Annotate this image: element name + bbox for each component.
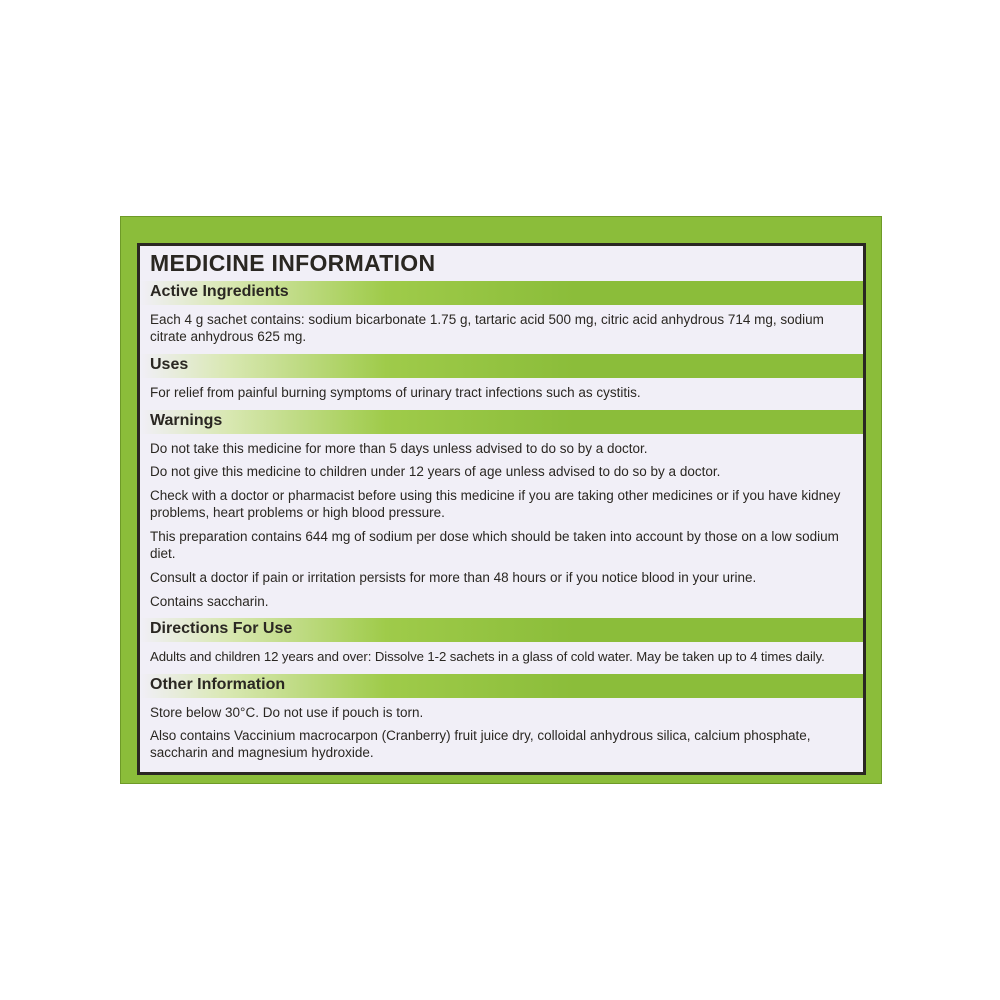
section-heading-directions [140, 618, 863, 642]
active-ingredients-text: Each 4 g sachet contains: sodium bicarbonate 1.75 g, tartaric acid 500 mg, citric acid anhydrous 714 mg, sodium citrate anhydrous 625 mg. [150, 312, 824, 344]
warning-text: Do not take this medicine for more than 5 days unless advised to do so by a doctor. [150, 441, 648, 456]
warning-text: Check with a doctor or pharmacist before using this medicine if you are taking other medicines or if you have kidney problems, heart problems or high blood pressure. [150, 488, 841, 520]
other-information-text: Also contains Vaccinium macrocarpon (Cranberry) fruit juice dry, colloidal anhydrous silica, calcium phosphate, saccharin and magnesium hydroxide. [150, 728, 811, 760]
section-heading-label: Warnings [150, 412, 223, 429]
page-title: MEDICINE INFORMATION [150, 250, 436, 276]
medicine-info-box [120, 216, 882, 784]
warning-text: This preparation contains 644 mg of sodium per dose which should be taken into account by those on a low sodium diet. [150, 529, 839, 561]
uses-text: For relief from painful burning symptoms of urinary tract infections such as cystitis. [150, 385, 641, 400]
section-heading-uses [140, 354, 863, 378]
section-heading-label: Active Ingredients [150, 283, 289, 300]
medicine-info-panel [137, 243, 866, 775]
section-heading-active-ingredients [140, 281, 863, 305]
warning-text: Contains saccharin. [150, 594, 269, 609]
section-heading-label: Uses [150, 356, 189, 373]
section-heading-other-information [140, 674, 863, 698]
warning-text: Consult a doctor if pain or irritation persists for more than 48 hours or if you notice blood in your urine. [150, 570, 757, 585]
section-heading-label: Other Information [150, 676, 286, 693]
warning-text: Do not give this medicine to children under 12 years of age unless advised to do so by a doctor. [150, 464, 721, 479]
directions-text: Adults and children 12 years and over: Dissolve 1-2 sachets in a glass of cold water. May be taken up to 4 times daily. [150, 649, 825, 664]
other-information-text: Store below 30°C. Do not use if pouch is torn. [150, 705, 424, 720]
section-heading-warnings [140, 410, 863, 434]
section-heading-label: Directions For Use [150, 620, 293, 637]
